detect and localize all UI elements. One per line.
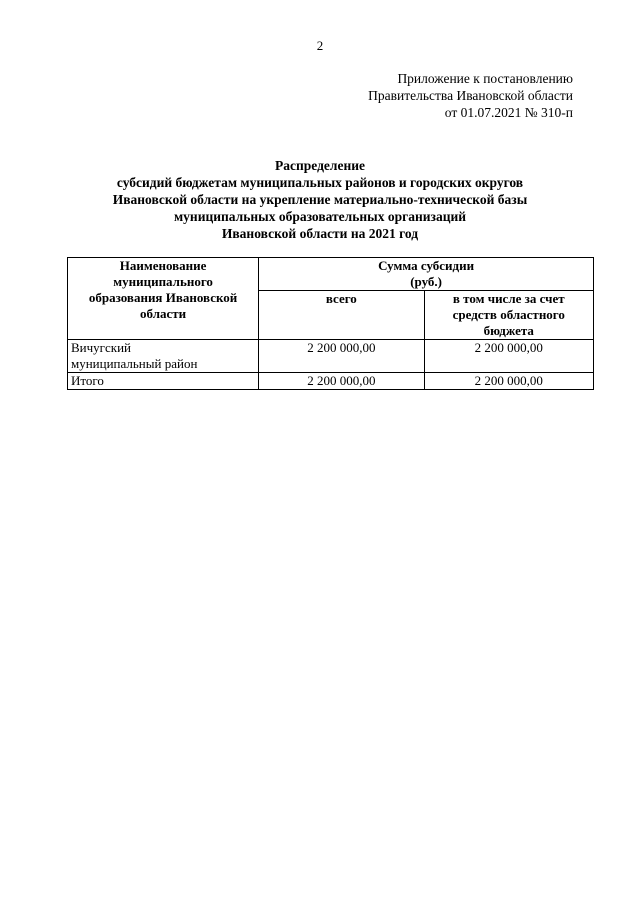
approval-line-1: Приложение к постановлению — [397, 71, 573, 86]
cell-municipality-line: Вичугский — [71, 340, 131, 355]
header-regional-line: в том числе за счет — [452, 291, 565, 306]
header-municipality-line: Наименование — [119, 258, 207, 273]
header-municipality-line: образования Ивановской — [88, 290, 238, 305]
header-regional-budget — [424, 291, 594, 340]
table-row-total — [68, 373, 594, 390]
cell-regional: 2 200 000,00 — [424, 340, 594, 373]
table-header-row — [68, 258, 594, 291]
title-line-3: Ивановской области на укрепление материально-технической базы — [112, 192, 528, 207]
header-municipality-line: области — [140, 306, 187, 321]
title-line-5: Ивановской области на 2021 год — [221, 226, 419, 241]
cell-total-label: Итого — [68, 373, 259, 390]
header-subsidy-sum — [259, 258, 594, 291]
document-title — [0, 157, 640, 242]
header-municipality-line: муниципального — [113, 274, 213, 289]
title-line-1: Распределение — [274, 158, 366, 173]
subsidy-table — [67, 257, 594, 390]
title-line-2: субсидий бюджетам муниципальных районов и городских округов — [116, 175, 524, 190]
cell-total: 2 200 000,00 — [259, 373, 424, 390]
title-line-4: муниципальных образовательных организаций — [173, 209, 467, 224]
approval-line-2: Правительства Ивановской области — [368, 88, 573, 103]
approval-line-3: от 01.07.2021 № 310-п — [444, 105, 573, 120]
header-subsidy-sum-line: Сумма субсидии — [378, 258, 475, 273]
table-row — [68, 340, 594, 373]
page-number: 2 — [316, 38, 324, 53]
header-regional-line: бюджета — [483, 323, 534, 338]
cell-municipality-line: муниципальный район — [71, 356, 198, 371]
header-regional-line: средств областного — [452, 307, 565, 322]
cell-municipality — [68, 340, 259, 373]
header-subsidy-sum-line: (руб.) — [410, 274, 442, 289]
cell-total: 2 200 000,00 — [259, 340, 424, 373]
header-municipality — [68, 258, 259, 340]
cell-regional: 2 200 000,00 — [424, 373, 594, 390]
header-total: всего — [259, 291, 424, 340]
approval-block — [368, 70, 573, 121]
